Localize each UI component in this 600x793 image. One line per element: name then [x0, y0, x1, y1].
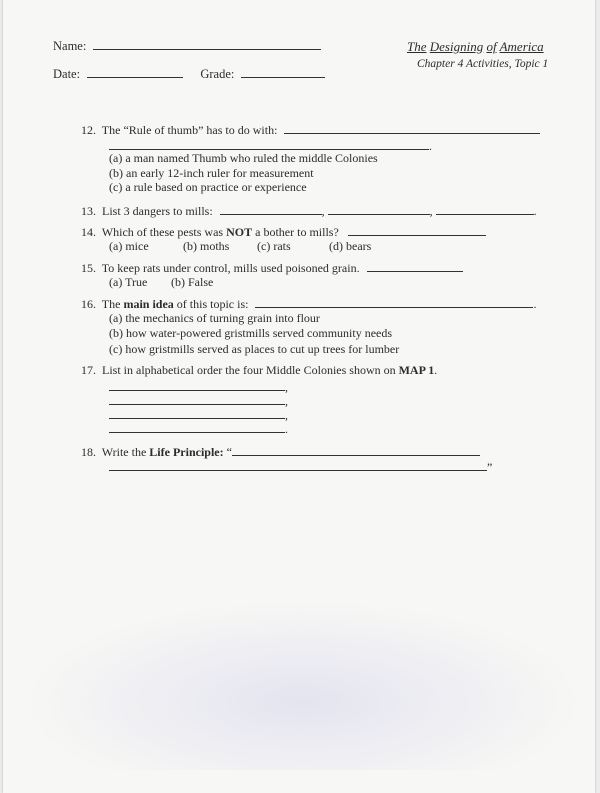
question-emphasis: main idea [123, 297, 174, 311]
option-c: (c) a rule based on practice or experience [109, 180, 307, 195]
question-text-end: a bother to mills? [255, 225, 339, 239]
grade-label: Grade: [200, 67, 235, 81]
option-b: (b) False [171, 275, 214, 289]
name-label: Name: [53, 39, 87, 53]
question-emphasis: NOT [226, 225, 253, 239]
question-14 [81, 224, 486, 240]
name-field[interactable] [93, 38, 321, 50]
name-row [53, 38, 321, 54]
question-12-continuation: . [109, 138, 432, 154]
question-17 [81, 363, 437, 378]
question-number: 13. [81, 204, 96, 218]
answer-line[interactable] [232, 444, 480, 456]
date-label: Date: [53, 67, 81, 81]
close-quote: ” [487, 460, 493, 474]
question-18 [81, 444, 480, 460]
colony-answer-4: . [109, 421, 288, 437]
answer-line[interactable] [109, 379, 285, 391]
option-c: (c) how gristmills served as places to cut up trees for lumber [109, 341, 400, 356]
option-a: (a) the mechanics of turning grain into flour [109, 311, 320, 325]
answer-line[interactable] [348, 224, 486, 236]
question-emphasis: Life Principle: [149, 445, 224, 459]
worksheet-page [3, 0, 595, 793]
option-a: (a) mice [109, 239, 149, 253]
answer-line[interactable] [109, 421, 285, 433]
title-word-designing: Designing [429, 39, 484, 54]
scan-smudge [23, 600, 583, 770]
worksheet-subtitle: Chapter 4 Activities, Topic 1 [417, 58, 549, 70]
question-18-continuation [109, 459, 492, 475]
answer-line[interactable] [255, 296, 533, 308]
question-15 [81, 260, 463, 276]
title-word-the: The [407, 39, 427, 54]
question-number: 17. [81, 363, 96, 377]
option-c: (c) rats [257, 239, 291, 253]
question-text: The “Rule of thumb” has to do with: [101, 123, 278, 137]
question-15-options [109, 275, 213, 290]
question-16: 16. The main idea of this topic is: . [81, 297, 537, 311]
option-a: (a) a man named Thumb who ruled the middle Colonies [109, 151, 378, 165]
question-text: List in alphabetical order the four Middle Colonies shown on [102, 363, 396, 377]
date-grade-row [53, 66, 325, 82]
question-text-end: . [434, 363, 438, 377]
answer-line[interactable] [109, 407, 285, 419]
question-number: 18. [81, 445, 96, 459]
grade-field[interactable] [241, 66, 325, 78]
question-text-end: of this topic is: [176, 297, 249, 311]
answer-line[interactable] [328, 203, 430, 215]
question-12 [81, 122, 540, 138]
question-text: The [101, 297, 121, 311]
open-quote: “ [226, 445, 232, 459]
question-emphasis: MAP 1 [398, 363, 435, 377]
option-a: (a) True [109, 275, 148, 289]
question-14-options [109, 239, 371, 254]
question-number: 16. [81, 297, 96, 311]
colony-answer-3: , [109, 407, 288, 423]
answer-line[interactable] [220, 203, 322, 215]
question-number: 15. [81, 261, 96, 275]
answer-line[interactable] [109, 393, 285, 405]
question-number: 12. [81, 123, 96, 137]
question-text: Write the [101, 445, 147, 459]
question-12-options [109, 151, 378, 195]
question-text: Which of these pests was [101, 225, 224, 239]
colony-answer-1: , [109, 379, 288, 395]
date-field[interactable] [87, 66, 183, 78]
question-number: 14. [81, 225, 96, 239]
option-b: (b) how water-powered gristmills served community needs [109, 326, 393, 341]
answer-line[interactable] [367, 260, 463, 272]
title-word-america: America [499, 39, 544, 54]
question-13: 13. List 3 dangers to mills: , , . [81, 204, 537, 218]
option-d: (d) bears [329, 239, 372, 253]
answer-line[interactable] [284, 122, 540, 134]
option-b: (b) moths [183, 239, 230, 253]
colony-answer-2: , [109, 393, 288, 409]
answer-line[interactable] [109, 138, 429, 150]
option-b: (b) an early 12-inch ruler for measurement [109, 165, 314, 180]
answer-line[interactable] [436, 203, 534, 215]
question-16-options [109, 311, 399, 357]
question-text: List 3 dangers to mills: [102, 204, 213, 218]
worksheet-title [407, 39, 544, 55]
question-text: To keep rats under control, mills used poisoned grain. [101, 261, 360, 275]
answer-line[interactable] [109, 459, 487, 471]
title-word-of: of [486, 39, 497, 54]
